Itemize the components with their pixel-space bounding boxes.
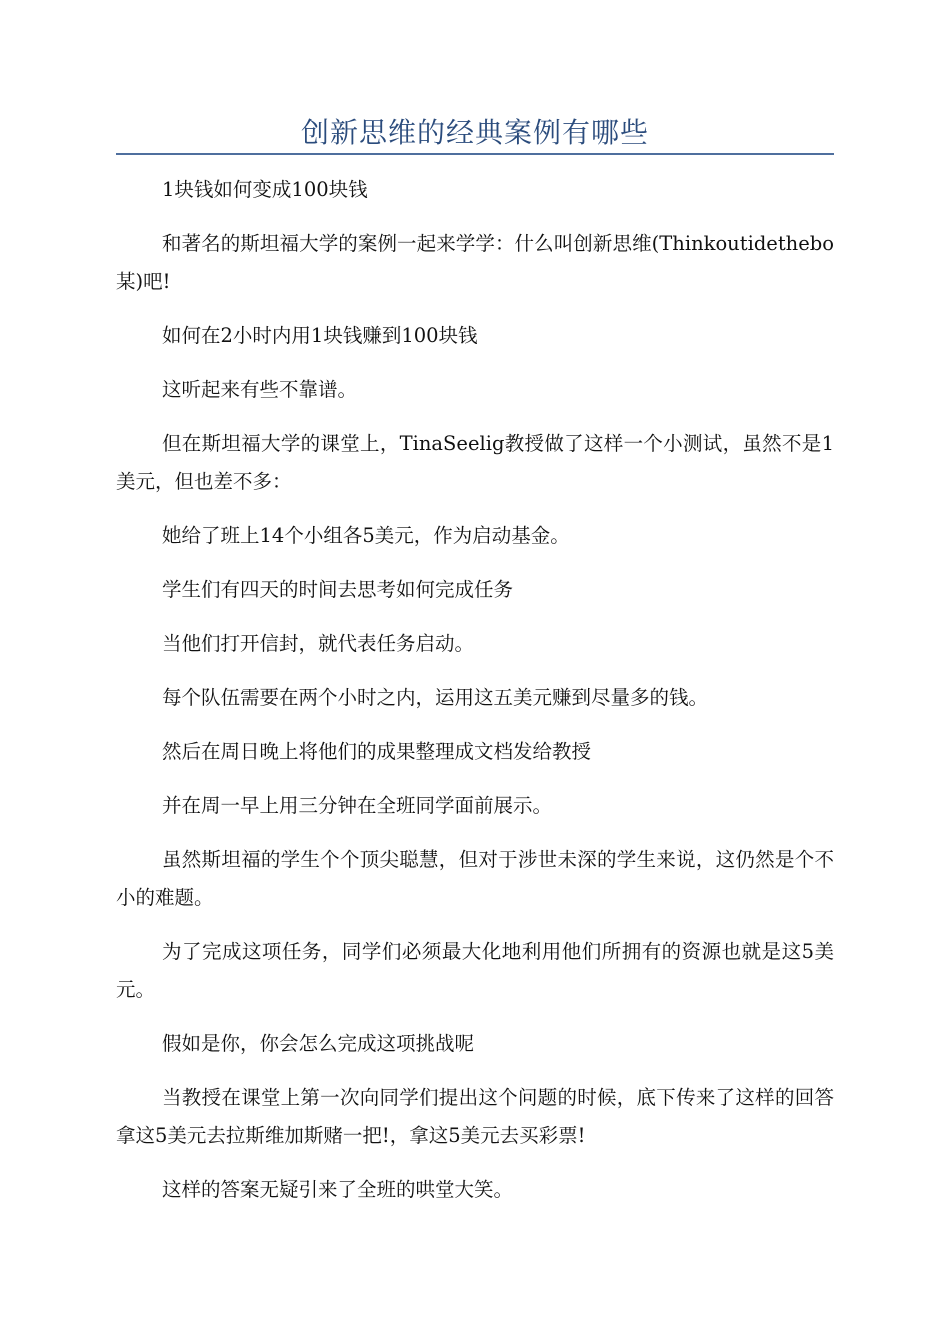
paragraph-4: 这听起来有些不靠谱。 [162, 378, 358, 401]
paragraph-2: 和著名的斯坦福大学的案例一起来学学：什么叫创新思维(Thinkoutidethebo某)吧! [116, 232, 834, 293]
paragraph-1: 1块钱如何变成100块钱 [162, 178, 368, 201]
paragraph-14: 假如是你，你会怎么完成这项挑战呢 [162, 1032, 475, 1055]
paragraph-3: 如何在2小时内用1块钱赚到100块钱 [162, 324, 478, 347]
paragraph-6: 她给了班上14个小组各5美元，作为启动基金。 [162, 524, 570, 547]
paragraph-10: 然后在周日晚上将他们的成果整理成文档发给教授 [162, 740, 592, 763]
paragraph-13: 为了完成这项任务，同学们必须最大化地利用他们所拥有的资源也就是这5美元。 [116, 940, 834, 1001]
paragraph-9: 每个队伍需要在两个小时之内，运用这五美元赚到尽量多的钱。 [162, 686, 709, 709]
title-underline [116, 153, 834, 155]
paragraph-5: 但在斯坦福大学的课堂上，TinaSeelig教授做了这样一个小测试，虽然不是1美元，但也差不多： [116, 432, 834, 493]
page-title: 创新思维的经典案例有哪些 [300, 116, 649, 149]
document-body [116, 171, 834, 1225]
paragraph-15: 当教授在课堂上第一次向同学们提出这个问题的时候，底下传来了这样的回答拿这5美元去拉斯维加斯赌一把!，拿这5美元去买彩票! [116, 1086, 834, 1147]
paragraph-8: 当他们打开信封，就代表任务启动。 [162, 632, 475, 655]
paragraph-12: 虽然斯坦福的学生个个顶尖聪慧，但对于涉世未深的学生来说，这仍然是个不小的难题。 [116, 848, 834, 909]
paragraph-16: 这样的答案无疑引来了全班的哄堂大笑。 [162, 1178, 514, 1201]
paragraph-7: 学生们有四天的时间去思考如何完成任务 [162, 578, 514, 601]
paragraph-11: 并在周一早上用三分钟在全班同学面前展示。 [162, 794, 553, 817]
